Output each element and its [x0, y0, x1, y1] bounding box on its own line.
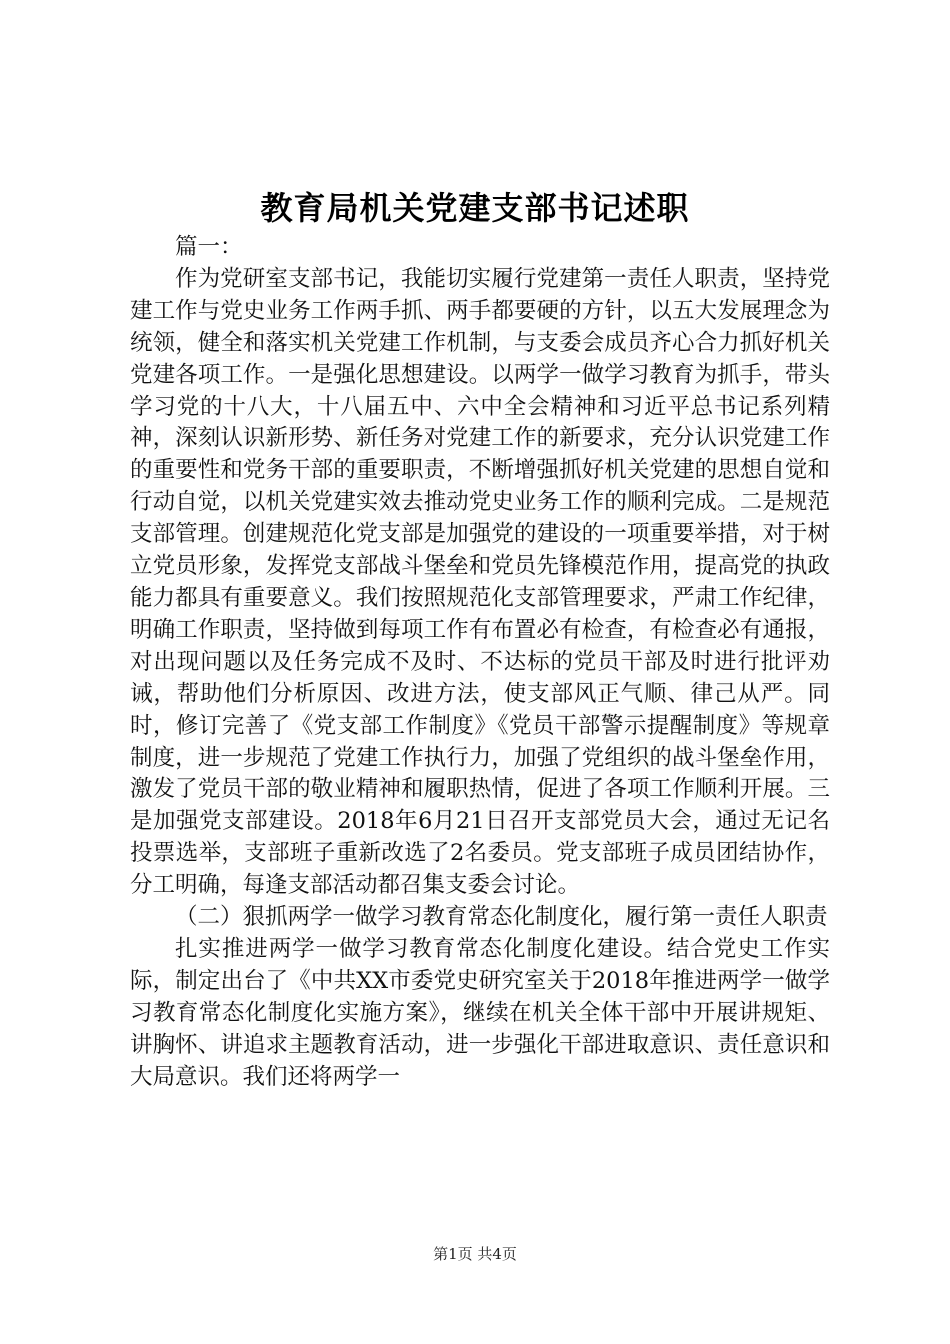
- page-number-footer: 第1页 共4页: [433, 1245, 517, 1263]
- document-body: [130, 232, 830, 1093]
- section-heading: 篇一：: [175, 234, 243, 260]
- body-paragraph: 扎实推进两学一做学习教育常态化制度化建设。结合党史工作实际，制定出台了《中共XX市委党史研究室关于2018年推进两学一做学习教育常态化制度化实施方案》，继续在机关全体干部中开展讲规矩、讲胸怀、讲追求主题教育活动，进一步强化干部进取意识、责任意识和大局意识。我们还将两学一: [130, 935, 830, 1090]
- body-paragraph: 作为党研室支部书记，我能切实履行党建第一责任人职责，坚持党建工作与党史业务工作两手抓、两手都要硬的方针，以五大发展理念为统领，健全和落实机关党建工作机制，与支委会成员齐心合力抓好机关党建各项工作。一是强化思想建设。以两学一做学习教育为抓手，带头学习党的十八大，十八届五中、六中全会精神和习近平总书记系列精神，深刻认识新形势、新任务对党建工作的新要求，充分认识党建工作的重要性和党务干部的重要职责，不断增强抓好机关党建的思想自觉和行动自觉，以机关党建实效去推动党史业务工作的顺利完成。二是规范支部管理。创建规范化党支部是加强党的建设的一项重要举措，对于树立党员形象，发挥党支部战斗堡垒和党员先锋模范作用，提高党的执政能力都具有重要意义。我们按照规范化支部管理要求，严肃工作纪律，明确工作职责，坚持做到每项工作有布置必有检查，有检查必有通报，对出现问题以及任务完成不及时、不达标的党员干部及时进行批评劝诫，帮助他们分析原因、改进方法，使支部风正气顺、律己从严。同时，修订完善了《党支部工作制度》《党员干部警示提醒制度》等规章制度，进一步规范了党建工作执行力，加强了党组织的战斗堡垒作用，激发了党员干部的敬业精神和履职热情，促进了各项工作顺利开展。三是加强党支部建设。2018年6月21日召开支部党员大会，通过无记名投票选举，支部班子重新改选了2名委员。党支部班子成员团结协作，分工明确，每逢支部活动都召集支委会讨论。: [130, 265, 830, 899]
- document-title: 教育局机关党建支部书记述职: [260, 189, 690, 227]
- subsection-heading: （二）狠抓两学一做学习教育常态化制度化，履行第一责任人职责: [175, 904, 828, 931]
